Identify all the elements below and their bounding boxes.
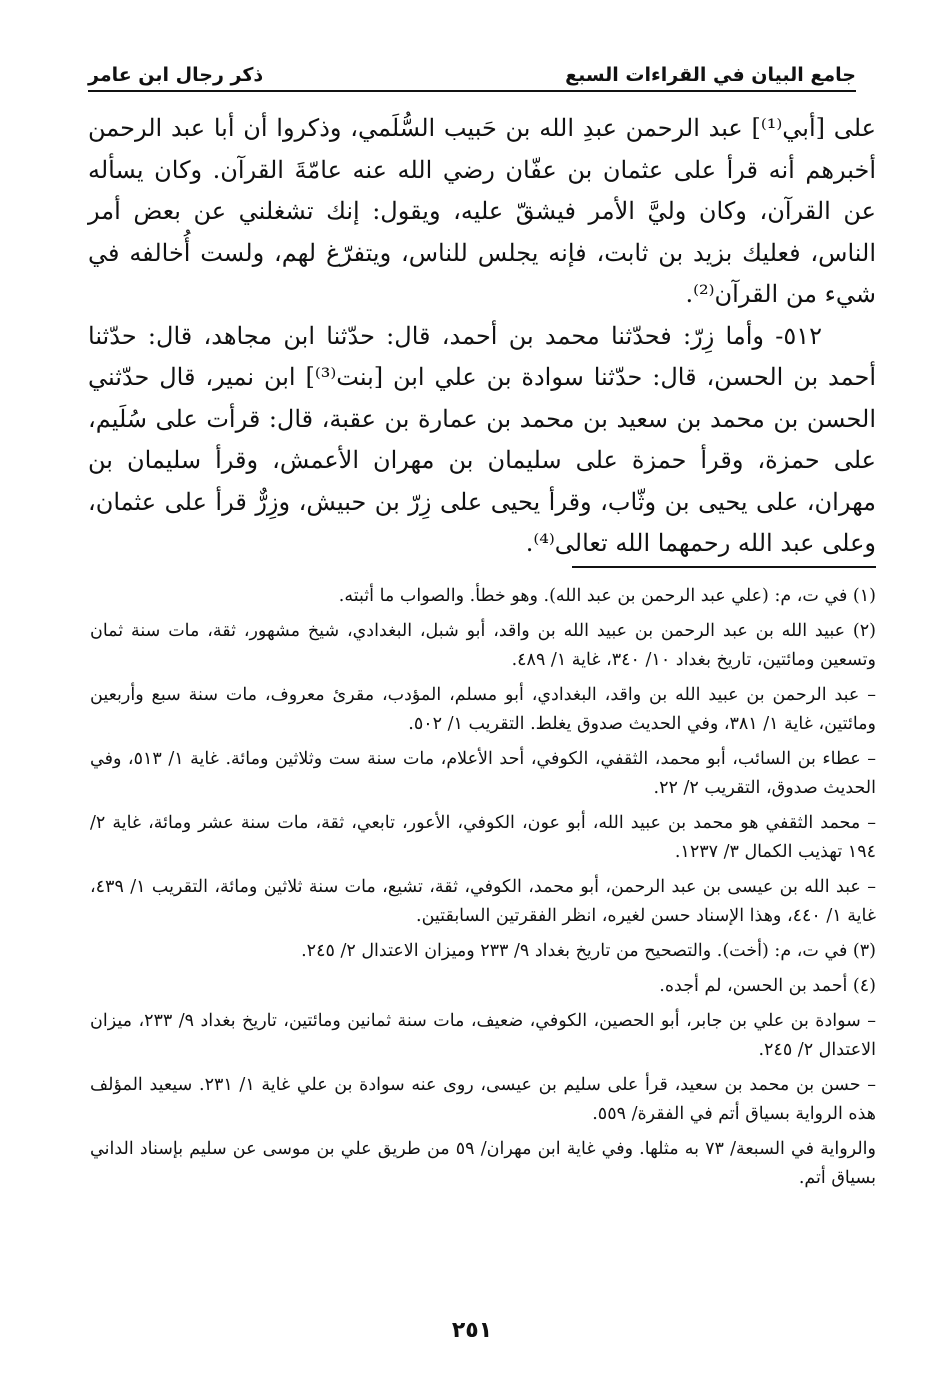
main-text (88, 108, 876, 565)
footnote: (١) في ت، م: (علي عبد الرحمن بن عبد الله). وهو خطأ. والصواب ما أثبته. (338, 586, 876, 606)
section-title: ذكر رجال ابن عامر (88, 64, 264, 86)
footnote: (٣) في ت، م: (أخت). والتصحيح من تاريخ بغداد ٩/ ٢٣٣ وميزان الاعتدال ٢/ ٢٤٥. (301, 941, 876, 961)
footnote: (٤) أحمد بن الحسن، لم أجده. (659, 976, 876, 996)
book-title: جامع البيان في القراءات السبع (565, 64, 856, 86)
main-paragraph: ٥١٢- وأما زِرّ: فحدّثنا محمد بن أحمد، قال: حدّثنا ابن مجاهد، قال: حدّثنا أحمد بن الحسن، قال: حدّثنا سوادة بن علي ابن [بنت⁽³⁾] ابن نمير، قال حدّثني الحسن بن محمد بن سعيد بن محمد بن عمارة بن عقبة، قال: قرأت على سُلَيم، على حمزة، وقرأ حمزة على سليمان بن مهران الأعمش، وقرأ سليمان بن مهران، على يحيى بن وثّاب، وقرأ يحيى على زِرّ بن حبيش، وزِرٌّ قرأ على عثمان، وعلى عبد الله رحمهما الله تعالى⁽⁴⁾. (88, 321, 877, 557)
footnote: (٢) عبيد الله بن عبد الرحمن بن عبيد الله بن واقد، أبو شبل، البغدادي، شيخ مشهور، ثقة، مات سنة ثمان وتسعين ومائتين، تاريخ بغداد ١٠/ ٣٤٠، غاية ١/ ٤٨٩. (90, 621, 876, 670)
footnote: – عطاء بن السائب، أبو محمد، الثقفي، الكوفي، أحد الأعلام، مات سنة ست وثلاثين ومائة. غاية ١/ ٥١٣، وفي الحديث صدوق، التقريب ٢/ ٢٢. (90, 749, 876, 798)
footnote: – محمد الثقفي هو محمد بن عبيد الله، أبو عون، الكوفي، الأعور، تابعي، ثقة، مات سنة عشر ومائة، غاية ٢/ ١٩٤ تهذيب الكمال ٣/ ١٢٣٧. (90, 813, 876, 862)
footnote: – عبد الرحمن بن عبيد الله بن واقد، البغدادي، أبو مسلم، المؤدب، مقرئ معروف، مات سنة سبع وأربعين ومائتين، غاية ١/ ٣٨١، وفي الحديث صدوق يغلط. التقريب ١/ ٥٠٢. (90, 685, 876, 734)
footnote: – سوادة بن علي بن جابر، أبو الحصين، الكوفي، ضعيف، مات سنة ثمانين ومائتين، تاريخ بغداد ٩/ ٢٣٣، ميزان الاعتدال ٢/ ٢٤٥. (90, 1011, 876, 1060)
main-paragraph: على [أبي⁽¹⁾] عبد الرحمن عبدِ الله بن حَبيب السُّلَمي، وذكروا أن أبا عبد الرحمن أخبرهم أنه قرأ على عثمان بن عفّان رضي الله عنه عامّةَ القرآن. وكان يسأله عن القرآن، وكان وليَّ الأمر فيشقّ عليه، ويقول: إنك تشغلني عن بعض أمر الناس، فعليك بزيد بن ثابت، فإنه يجلس للناس، ويتفرّغ لهم، ولست أُخالفه في شيء من القرآن⁽²⁾. (88, 114, 876, 308)
footnote: – حسن بن محمد بن سعيد، قرأ على سليم بن عيسى، روى عنه سوادة بن علي غاية ١/ ٢٣١. سيعيد المؤلف هذه الرواية بسياق أتم في الفقرة/ ٥٥٩. (90, 1075, 877, 1124)
footnote: والرواية في السبعة/ ٧٣ به مثلها. وفي غاية ابن مهران/ ٥٩ من طريق علي بن موسى عن سليم بإسناد الداني بسياق أتم. (90, 1139, 876, 1188)
running-header (88, 46, 856, 92)
footnote: – عبد الله بن عيسى بن عبد الرحمن، أبو محمد، الكوفي، ثقة، تشيع، مات سنة ثلاثين ومائة، التقريب ١/ ٤٣٩، غاية ١/ ٤٤٠، وهذا الإسناد حسن لغيره، انظر الفقرتين السابقتين. (90, 877, 876, 926)
footnote-separator (572, 566, 876, 568)
page-number: ٢٥١ (451, 1318, 493, 1343)
footnotes (90, 582, 876, 1199)
